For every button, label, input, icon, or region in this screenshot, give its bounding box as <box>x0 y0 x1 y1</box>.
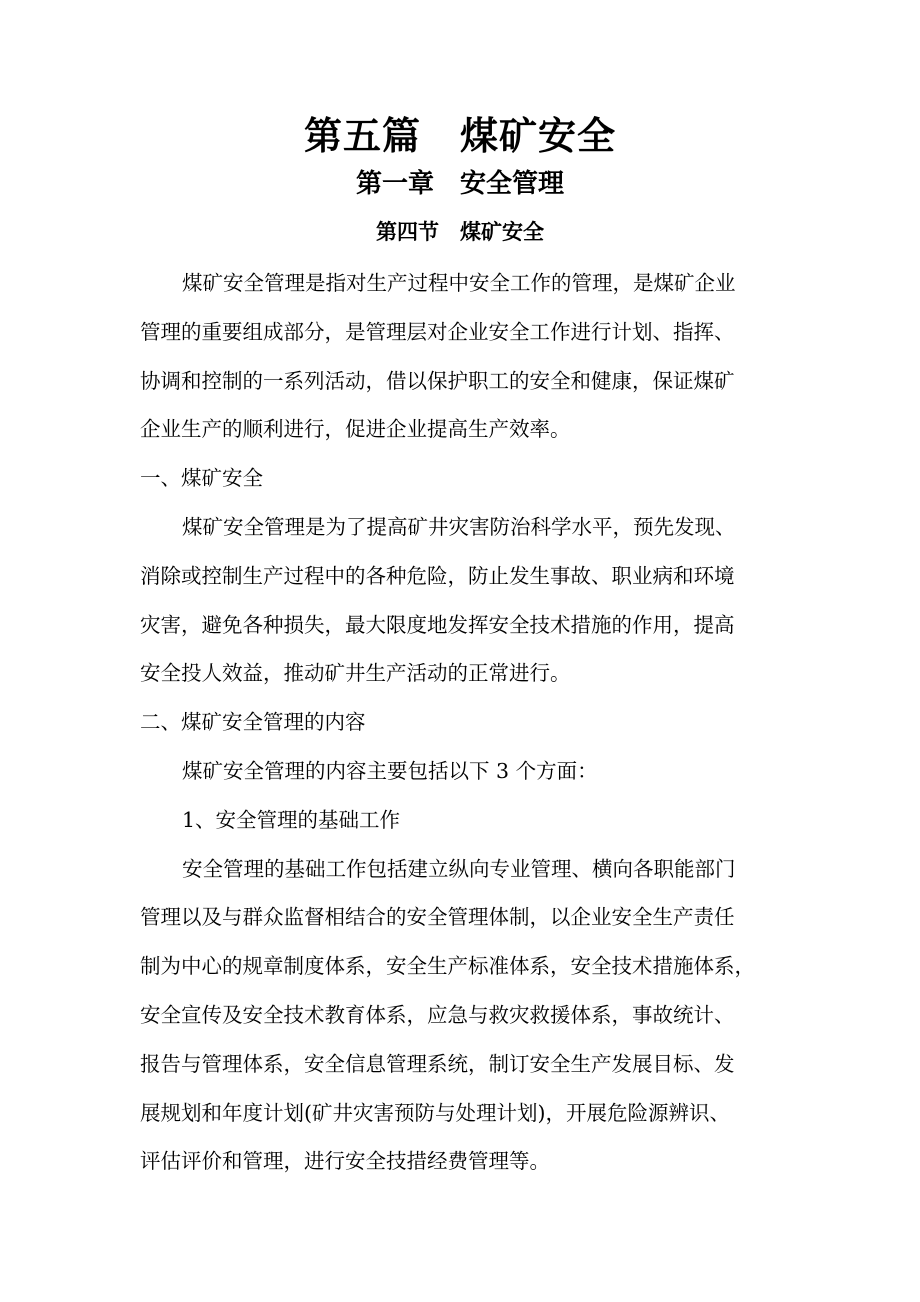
text-line: 管理的重要组成部分，是管理层对企业安全工作进行计划、指挥、 <box>140 319 735 344</box>
text-line: 企业生产的顺利进行，促进企业提高生产效率。 <box>140 417 571 442</box>
text-line: 安全管理的基础工作包括建立纵向专业管理、横向各职能部门 <box>182 856 736 881</box>
text-line: 安全宣传及安全技术教育体系，应急与救灾救援体系，事故统计、 <box>140 1002 735 1027</box>
text-line: 一、煤矿安全 <box>140 466 263 491</box>
text-line: 管理以及与群众监督相结合的安全管理体制，以企业安全生产责任 <box>140 905 735 930</box>
document-body <box>140 259 780 1186</box>
chapter-heading: 第一章 安全管理 <box>355 169 564 199</box>
text-line: 消除或控制生产过程中的各种危险，防止发生事故、职业病和环境 <box>140 563 735 588</box>
section-heading: 第四节 煤矿安全 <box>376 219 544 244</box>
text-line: 煤矿安全管理是为了提高矿井灾害防治科学水平，预先发现、 <box>182 514 736 539</box>
text-line: 1、安全管理的基础工作 <box>182 807 401 832</box>
text-line: 煤矿安全管理是指对生产过程中安全工作的管理，是煤矿企业 <box>182 271 736 295</box>
text-line: 评估评价和管理，进行安全技措经费管理等。 <box>140 1149 550 1174</box>
text-line: 灾害，避免各种损失，最大限度地发挥安全技术措施的作用，提高 <box>140 612 735 637</box>
text-line: 协调和控制的一系列活动，借以保护职工的安全和健康，保证煤矿 <box>140 368 735 393</box>
text-line: 安全投人效益，推动矿井生产活动的正常进行。 <box>140 661 571 686</box>
text-line: 煤矿安全管理的内容主要包括以下 3 个方面： <box>182 758 598 783</box>
document-title: 第五篇 煤矿安全 <box>303 113 616 158</box>
text-line: 展规划和年度计划(矿井灾害预防与处理计划)，开展危险源辨识、 <box>140 1100 730 1125</box>
text-line: 报告与管理体系，安全信息管理系统，制订安全生产发展目标、发 <box>140 1051 735 1076</box>
text-line: 二、煤矿安全管理的内容 <box>140 710 366 735</box>
text-line: 制为中心的规章制度体系，安全生产标准体系，安全技术措施体系， <box>140 954 755 979</box>
